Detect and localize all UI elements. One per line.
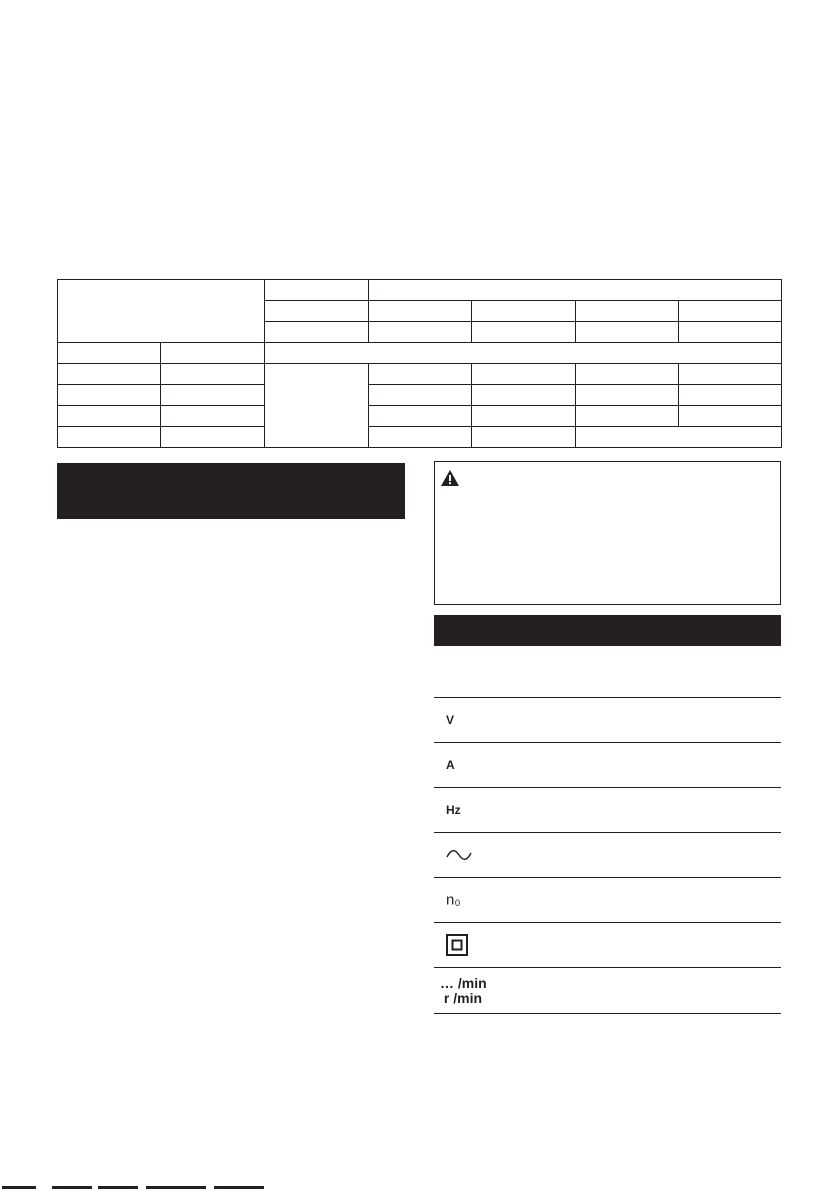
table-cell — [161, 427, 265, 448]
table-cell — [265, 364, 369, 448]
table-cell — [472, 406, 576, 427]
table-cell — [369, 427, 472, 448]
table-cell — [679, 322, 782, 343]
list-item — [434, 788, 781, 833]
table-cell — [576, 301, 679, 322]
table-row — [58, 385, 782, 406]
table-row — [58, 406, 782, 427]
table-cell — [161, 406, 265, 427]
table-cell — [369, 301, 472, 322]
hertz-symbol: Hz — [446, 803, 461, 817]
table-cell — [58, 385, 161, 406]
table-cell — [679, 406, 782, 427]
volts-symbol: V — [446, 713, 455, 727]
table-cell — [369, 322, 472, 343]
footer-mark — [98, 1186, 138, 1189]
warning-box — [434, 461, 781, 605]
list-item — [434, 923, 781, 968]
footer-marks — [0, 1186, 520, 1190]
footer-mark — [214, 1186, 264, 1189]
table-cell — [265, 301, 369, 322]
table-cell — [58, 364, 161, 385]
footer-mark — [52, 1186, 92, 1189]
no-load-speed-symbol: n₀ — [446, 891, 461, 909]
double-insulation-icon — [446, 934, 468, 956]
table-cell — [369, 406, 472, 427]
list-item — [434, 743, 781, 788]
table-cell — [679, 385, 782, 406]
warning-triangle-icon — [441, 470, 459, 486]
footer-mark — [146, 1186, 206, 1189]
table-cell — [265, 322, 369, 343]
table-cell — [161, 343, 265, 364]
table-cell — [58, 343, 161, 364]
table-cell — [472, 385, 576, 406]
table-cell — [576, 385, 679, 406]
table-row — [58, 427, 782, 448]
footer-mark — [2, 1186, 36, 1189]
table-row — [58, 343, 782, 364]
table-cell — [369, 280, 782, 301]
list-item — [434, 878, 781, 923]
table-cell — [576, 406, 679, 427]
table-cell — [161, 385, 265, 406]
list-item — [434, 968, 781, 1014]
table-cell — [472, 364, 576, 385]
table-cell — [58, 280, 265, 343]
list-item — [434, 652, 781, 698]
table-cell — [265, 343, 782, 364]
list-item — [434, 698, 781, 743]
table-cell — [58, 406, 161, 427]
amperes-symbol: A — [446, 758, 455, 772]
table-cell — [576, 322, 679, 343]
table-cell — [576, 427, 782, 448]
table-cell — [679, 364, 782, 385]
table-cell — [369, 385, 472, 406]
table-cell — [369, 364, 472, 385]
table-cell — [679, 301, 782, 322]
table-cell — [576, 364, 679, 385]
table-cell — [472, 301, 576, 322]
symbols-list — [434, 652, 781, 1014]
table-cell — [161, 364, 265, 385]
table-cell — [265, 280, 369, 301]
speed-per-minute-symbol: … /min r /min — [440, 974, 487, 1006]
table-row — [58, 280, 782, 301]
table-cell — [58, 427, 161, 448]
alternating-current-icon — [446, 848, 472, 862]
section-heading-bar — [57, 463, 405, 519]
table-cell — [472, 427, 576, 448]
symbols-heading-bar — [434, 615, 781, 646]
table-row — [58, 364, 782, 385]
list-item — [434, 833, 781, 878]
specifications-table — [57, 279, 782, 448]
table-cell — [472, 322, 576, 343]
